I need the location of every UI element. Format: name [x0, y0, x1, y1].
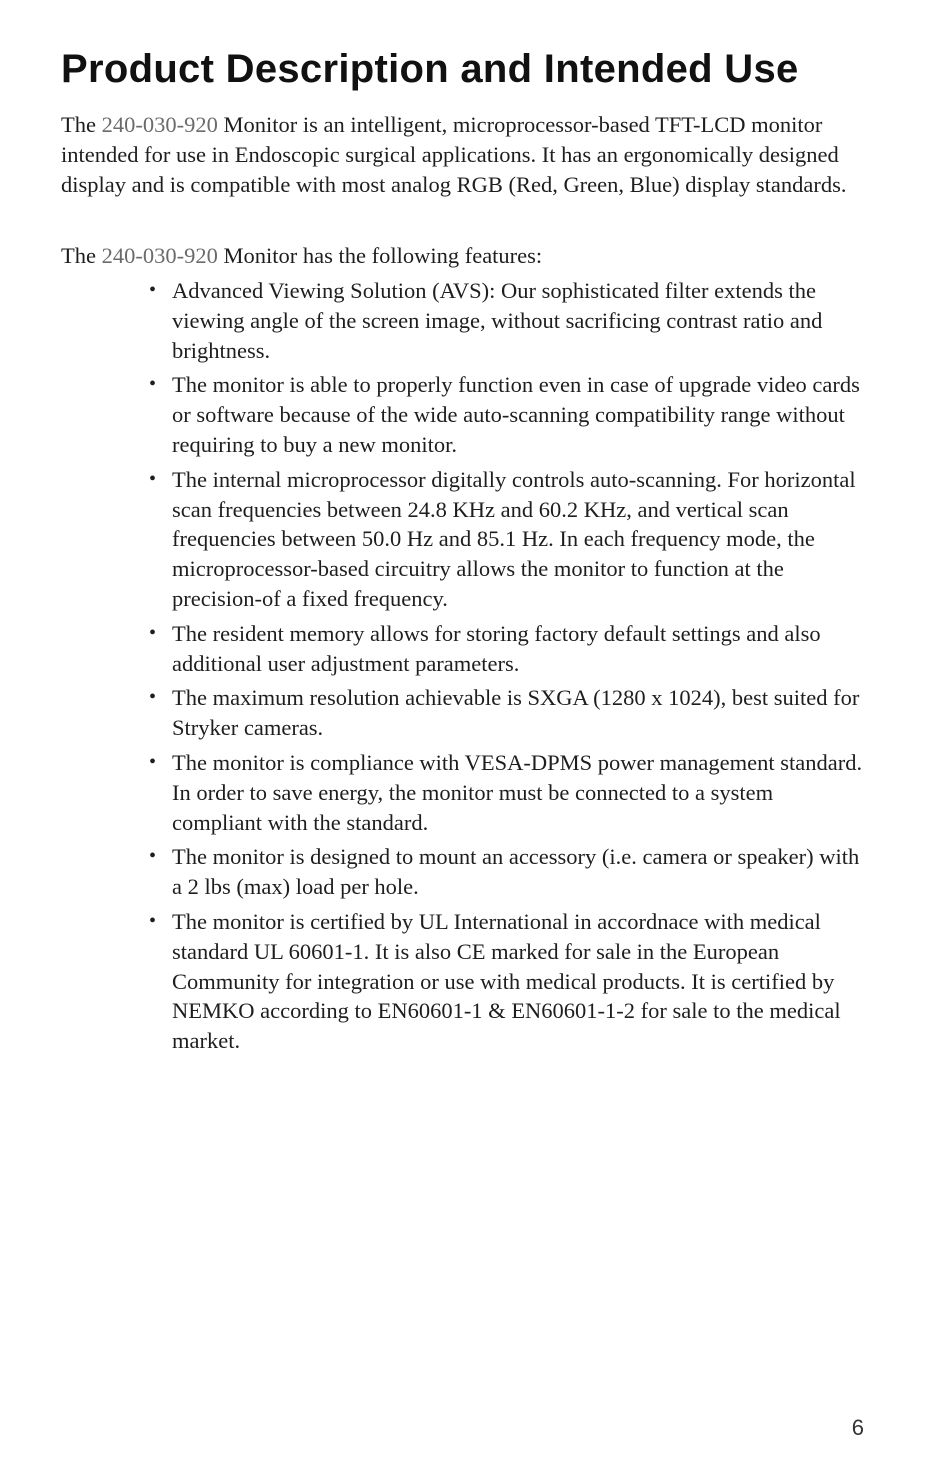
- bullet-icon: •: [149, 909, 157, 932]
- intro-suffix: Monitor is an intelligent, microprocessor-based TFT-LCD monitor intended for use in Endoscopic surgical applications. It has an ergonomically designed display and is compatible with most analog RGB (Red, Green, Blue) display standards.: [61, 112, 847, 197]
- features-list: [149, 276, 864, 1061]
- feature-item-accessory-mount: [149, 842, 864, 902]
- feature-text: The monitor is able to properly function even in case of upgrade video cards or software because of the wide auto-scanning compatibility range without requiring to buy a new monitor.: [172, 372, 860, 457]
- features-lead-model-number: 240-030-920: [101, 243, 218, 268]
- features-lead-paragraph: [61, 241, 861, 271]
- feature-text: The resident memory allows for storing factory default settings and also additional user adjustment parameters.: [172, 620, 821, 676]
- intro-model-number: 240-030-920: [101, 112, 218, 137]
- feature-item-max-resolution: [149, 683, 864, 743]
- feature-text: The maximum resolution achievable is SXGA (1280 x 1024), best suited for Stryker cameras.: [172, 685, 860, 741]
- feature-item-microprocessor: [149, 465, 864, 614]
- bullet-icon: •: [149, 845, 157, 868]
- feature-text: The internal microprocessor digitally controls auto-scanning. For horizontal scan frequencies between 24.8 KHz and 60.2 KHz, and vertical scan frequencies between 50.0 Hz and 85.1 Hz. In each frequency mode, the microprocessor-based circuitry allows the monitor to function at the precision-of a fixed frequency.: [172, 466, 856, 611]
- features-lead-suffix: Monitor has the following features:: [217, 243, 543, 268]
- bullet-icon: •: [149, 621, 157, 644]
- page-number: 6: [851, 1415, 864, 1440]
- feature-text: Advanced Viewing Solution (AVS): Our sophisticated filter extends the viewing angle of the screen image, without sacrificing contrast ratio and brightness.: [172, 278, 823, 363]
- feature-item-vesa-dpms: [149, 748, 864, 837]
- feature-item-resident-memory: [149, 619, 864, 679]
- features-lead-prefix: The: [61, 243, 102, 268]
- feature-item-avs: [149, 276, 864, 365]
- page-title: Product Description and Intended Use: [61, 47, 799, 91]
- intro-prefix: The: [61, 112, 102, 137]
- feature-text: The monitor is certified by UL International in accordnace with medical standard UL 60601-1. It is also CE marked for sale in the European Community for integration or use with medical products. It is certified by NEMKO according to EN60601-1 & EN60601-1-2 for sale to the medical market.: [172, 908, 841, 1054]
- feature-text: The monitor is compliance with VESA-DPMS power management standard. In order to save energy, the monitor must be connected to a system compliant with the standard.: [172, 749, 863, 835]
- intro-paragraph: [61, 110, 861, 199]
- feature-item-auto-scanning-compatibility: [149, 370, 864, 459]
- feature-item-certifications: [149, 907, 864, 1056]
- bullet-icon: •: [149, 467, 157, 490]
- feature-text: The monitor is designed to mount an accessory (i.e. camera or speaker) with a 2 lbs (max) load per hole.: [172, 844, 860, 900]
- bullet-icon: •: [149, 279, 157, 301]
- bullet-icon: •: [149, 750, 157, 773]
- bullet-icon: •: [149, 373, 157, 396]
- bullet-icon: •: [149, 686, 157, 709]
